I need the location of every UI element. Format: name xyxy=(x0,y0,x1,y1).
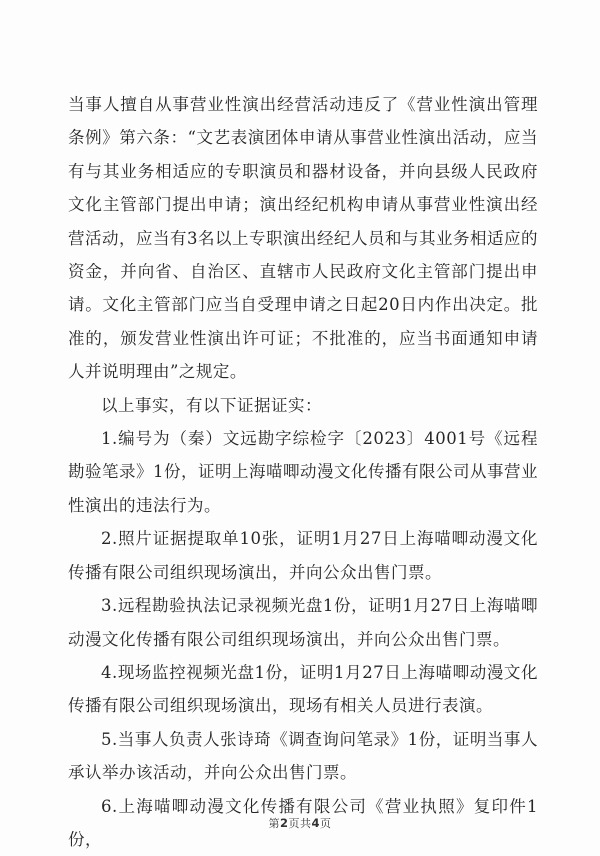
paragraph-evidence-1: 1.编号为（秦）文远勘字综检字〔2023〕4001号《远程勘验笔录》1份，证明上海喵唧动漫文化传播有限公司从事营业性演出的违法行为。 xyxy=(68,429,538,515)
footer-prefix: 第 xyxy=(268,817,280,830)
document-body xyxy=(68,88,538,856)
paragraph-evidence-intro: 以上事实，有以下证据证实： xyxy=(101,395,322,415)
paragraph-evidence-2: 2.照片证据提取单10张，证明1月27日上海喵唧动漫文化传播有限公司组织现场演出，并向公众出售门票。 xyxy=(68,529,538,582)
paragraph-evidence-3: 3.远程勘验执法记录视频光盘1份，证明1月27日上海喵唧动漫文化传播有限公司组织现场演出，并向公众出售门票。 xyxy=(68,596,538,649)
footer-suffix: 页 xyxy=(320,817,332,830)
footer-current-page: 2 xyxy=(279,816,289,830)
page-footer xyxy=(0,815,600,831)
paragraph-evidence-5: 5.当事人负责人张诗琦《调查询问笔录》1份，证明当事人承认举办该活动，并向公众出售门票。 xyxy=(68,729,538,783)
footer-total-pages: 4 xyxy=(311,816,321,830)
footer-middle: 页共 xyxy=(288,817,312,830)
paragraph-evidence-4: 4.现场监控视频光盘1份，证明1月27日上海喵唧动漫文化传播有限公司组织现场演出，现场有相关人员进行表演。 xyxy=(68,662,538,716)
paragraph-regulation-quote: 当事人擅自从事营业性演出经营活动违反了《营业性演出管理条例》第六条：“文艺表演团体申请从事营业性演出活动，应当有与其业务相适应的专职演员和器材设备，并向县级人民政府文化主管部门提出申请；演出经纪机构申请从事营业性演出经营活动，应当有3名以上专职演出经纪人员和与其业务相适应的资金，并向省、自治区、直辖市人民政府文化主管部门提出申请。文化主管部门应当自受理申请之日起20日内作出决定。批准的，颁发营业性演出许可证；不批准的，应当书面通知申请人并说明理由”之规定。 xyxy=(68,95,538,382)
paragraph-evidence-6: 6.上海喵唧动漫文化传播有限公司《营业执照》复印件1份， xyxy=(68,796,538,849)
